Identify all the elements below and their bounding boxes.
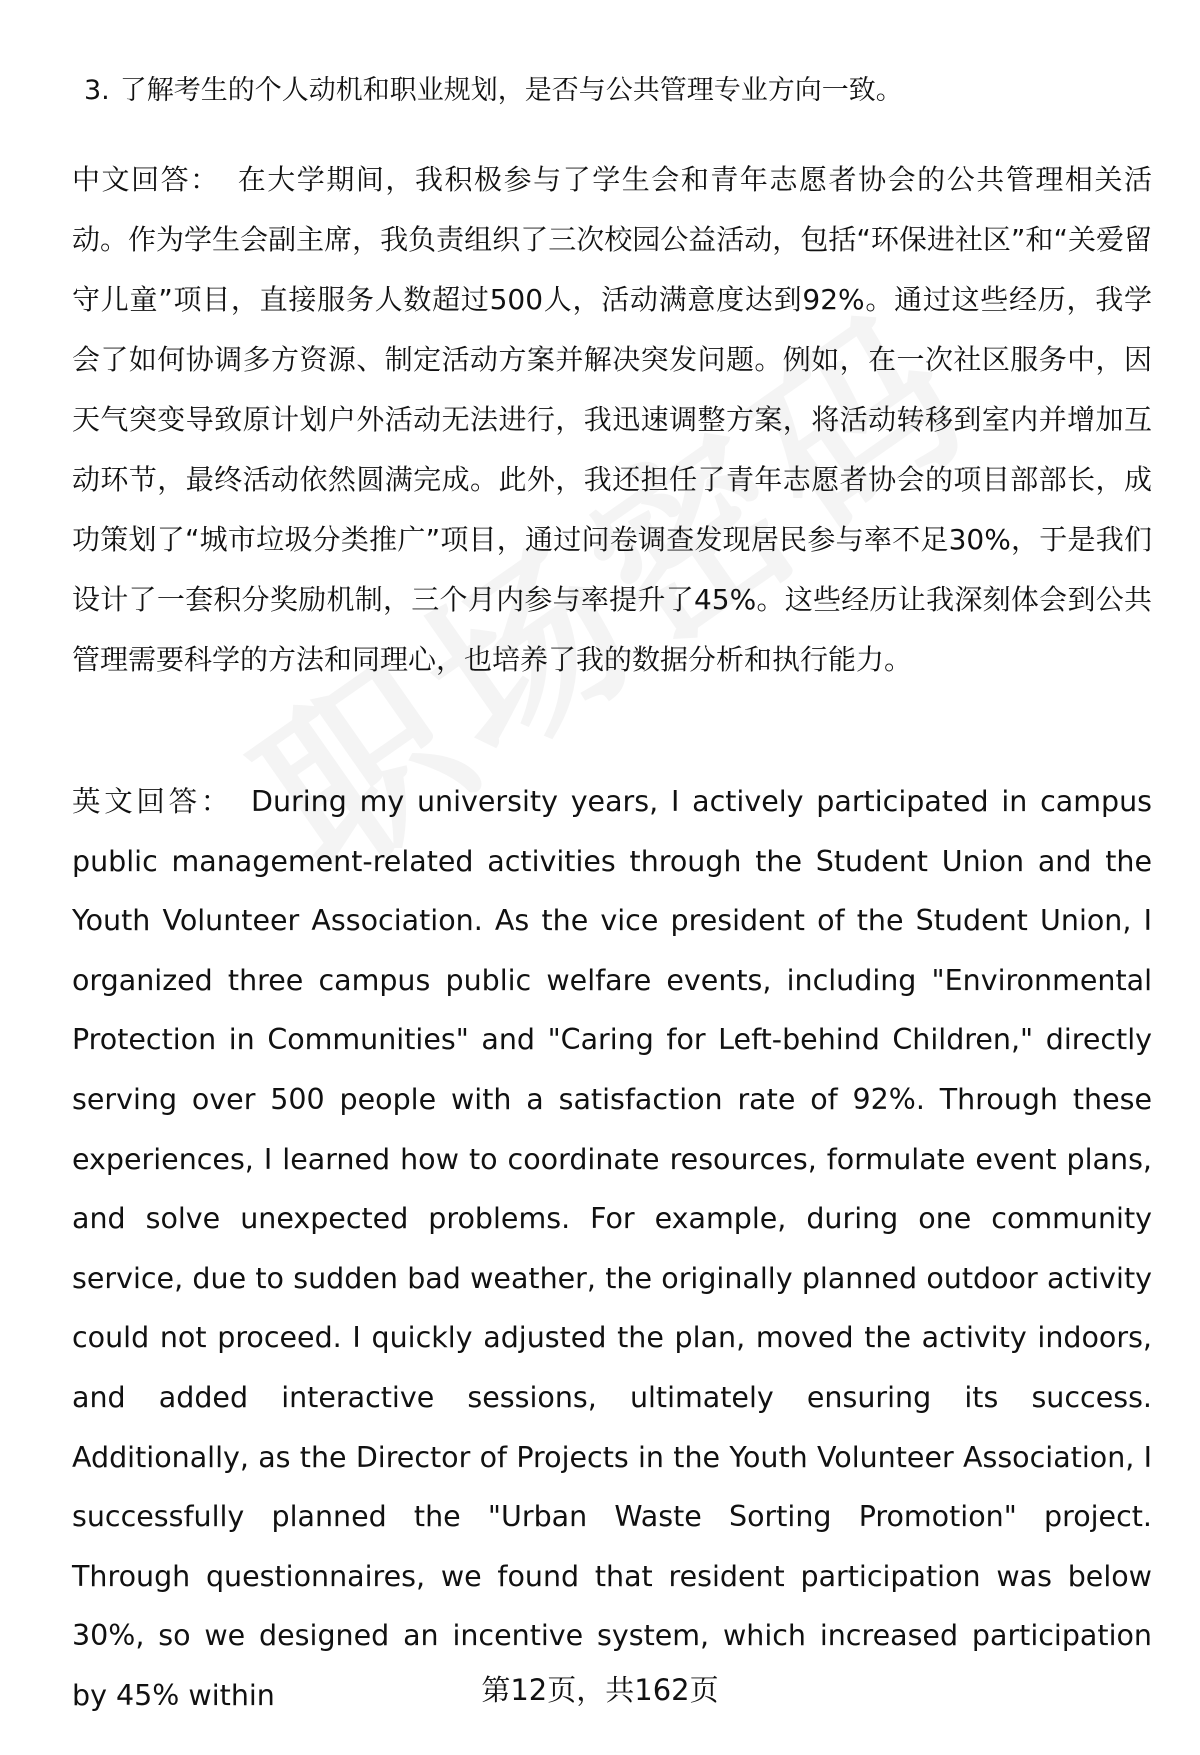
english-answer-text: During my university years, I actively participated in campus public management-related activities through the Student Union and the Youth Volunteer Association. As the vice president of the Student Union, I organized three campus public welfare events, including "Environmental Protection in Communities" and "Caring for Left-behind Children," directly serving over 500 people with a satisfaction rate of 92%. Through these experiences, I learned how to coordinate resources, formulate event plans, and solve unexpected problems. For example, during one community service, due to sudden bad weather, the originally planned outdoor activity could not proceed. I quickly adjusted the plan, moved the activity indoors, and added interactive sessions, ultimately ensuring its success. Additionally, as the Director of Projects in the Youth Volunteer Association, I successfully planned the "Urban Waste Sorting Promotion" project. Through questionnaires, we found that resident participation was below 30%, so we designed an incentive system, which increased participation by 45% within — [72, 785, 1152, 1712]
question-number: 3. — [84, 75, 110, 106]
question-text: 了解考生的个人动机和职业规划，是否与公共管理专业方向一致。 — [119, 75, 903, 106]
chinese-answer-text: 在大学期间，我积极参与了学生会和青年志愿者协会的公共管理相关活动。作为学生会副主席，我负责组织了三次校园公益活动，包括“环保进社区”和“关爱留守儿童”项目，直接服务人数超过500人，活动满意度达到92%。通过这些经历，我学会了如何协调多方资源、制定活动方案并解决突发问题。例如，在一次社区服务中，因天气突变导致原计划户外活动无法进行，我迅速调整方案，将活动转移到室内并增加互动环节，最终活动依然圆满完成。此外，我还担任了青年志愿者协会的项目部部长，成功策划了“城市垃圾分类推广”项目，通过问卷调查发现居民参与率不足30%，于是我们设计了一套积分奖励机制，三个月内参与率提升了45%。这些经历让我深刻体会到公共管理需要科学的方法和同理心，也培养了我的数据分析和执行能力。 — [72, 163, 1152, 676]
chinese-answer-paragraph — [72, 150, 1152, 690]
english-answer-paragraph — [72, 772, 1152, 1726]
english-answer-label: 英文回答： — [72, 785, 234, 818]
chinese-answer-label: 中文回答： — [72, 163, 220, 196]
page-number: 第12页，共162页 — [481, 1673, 719, 1707]
question-heading — [84, 68, 1164, 114]
